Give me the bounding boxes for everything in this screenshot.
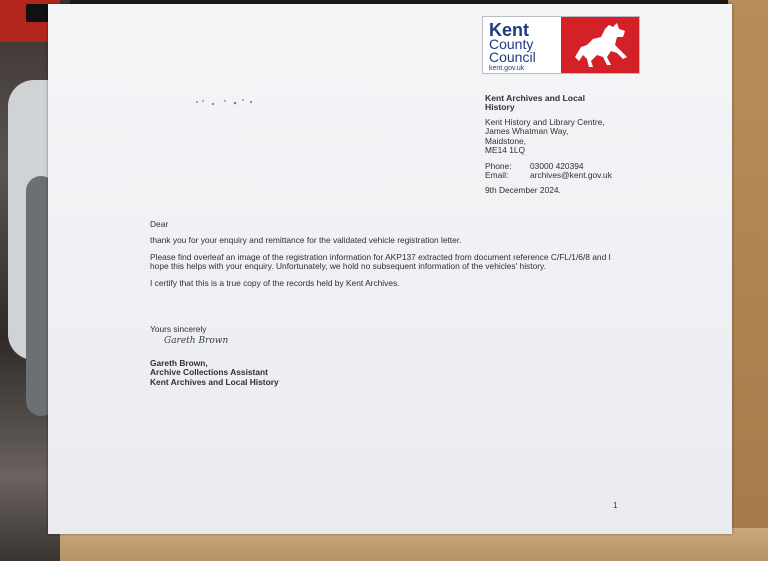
sender-block: [485, 94, 685, 196]
address-line: James Whatman Way,: [485, 126, 569, 137]
letter-page: [48, 4, 732, 534]
address-line: Kent History and Library Centre,: [485, 117, 605, 127]
email-label: Email:: [485, 170, 509, 181]
salutation: Dear: [150, 219, 169, 229]
kent-county-council-logo: [482, 16, 640, 74]
letter-body: [150, 220, 630, 387]
white-horse-icon: [561, 17, 639, 73]
closing: Yours sincerely: [150, 324, 207, 335]
address-line: ME14 1LQ: [485, 145, 526, 156]
redacted-smudge: [193, 96, 269, 108]
logo-wordmark: [489, 22, 559, 73]
sender-name-2: History: [485, 102, 515, 112]
background-cardboard: [728, 0, 768, 561]
address-line: Maidstone,: [485, 135, 526, 146]
page-number: 1: [613, 501, 618, 510]
paragraph-2: Please find overleaf an image of the registration information for AKP137 extracted from document reference C/FL/1/6/8 and I hope this helps with your enquiry. Unfortunately, we hold no subsequent information of the vehicles' history.: [150, 251, 611, 272]
logo-url: kent.gov.uk: [489, 65, 525, 72]
paragraph-3: I certify that this is a true copy of the records held by Kent Archives.: [150, 277, 400, 288]
handwritten-signature: Gareth Brown: [164, 336, 229, 347]
paragraph-1: thank you for your enquiry and remittance for the validated vehicle registration letter.: [150, 235, 462, 246]
phone-label: Phone:: [485, 160, 512, 171]
logo-line-1: Kent: [489, 20, 529, 40]
email-row: [485, 171, 685, 180]
sender-name: Kent Archives and Local: [485, 93, 585, 103]
phone-value: 03000 420394: [530, 160, 584, 171]
logo-line-3: Council: [489, 49, 536, 65]
email-value: archives@kent.gov.uk: [530, 170, 612, 181]
letter-date: 9th December 2024.: [485, 185, 561, 196]
signer-organisation: Kent Archives and Local History: [150, 376, 279, 387]
logo-line-2: County: [489, 36, 534, 52]
signer-name: Gareth Brown,: [150, 357, 208, 368]
signer-title: Archive Collections Assistant: [150, 367, 268, 378]
